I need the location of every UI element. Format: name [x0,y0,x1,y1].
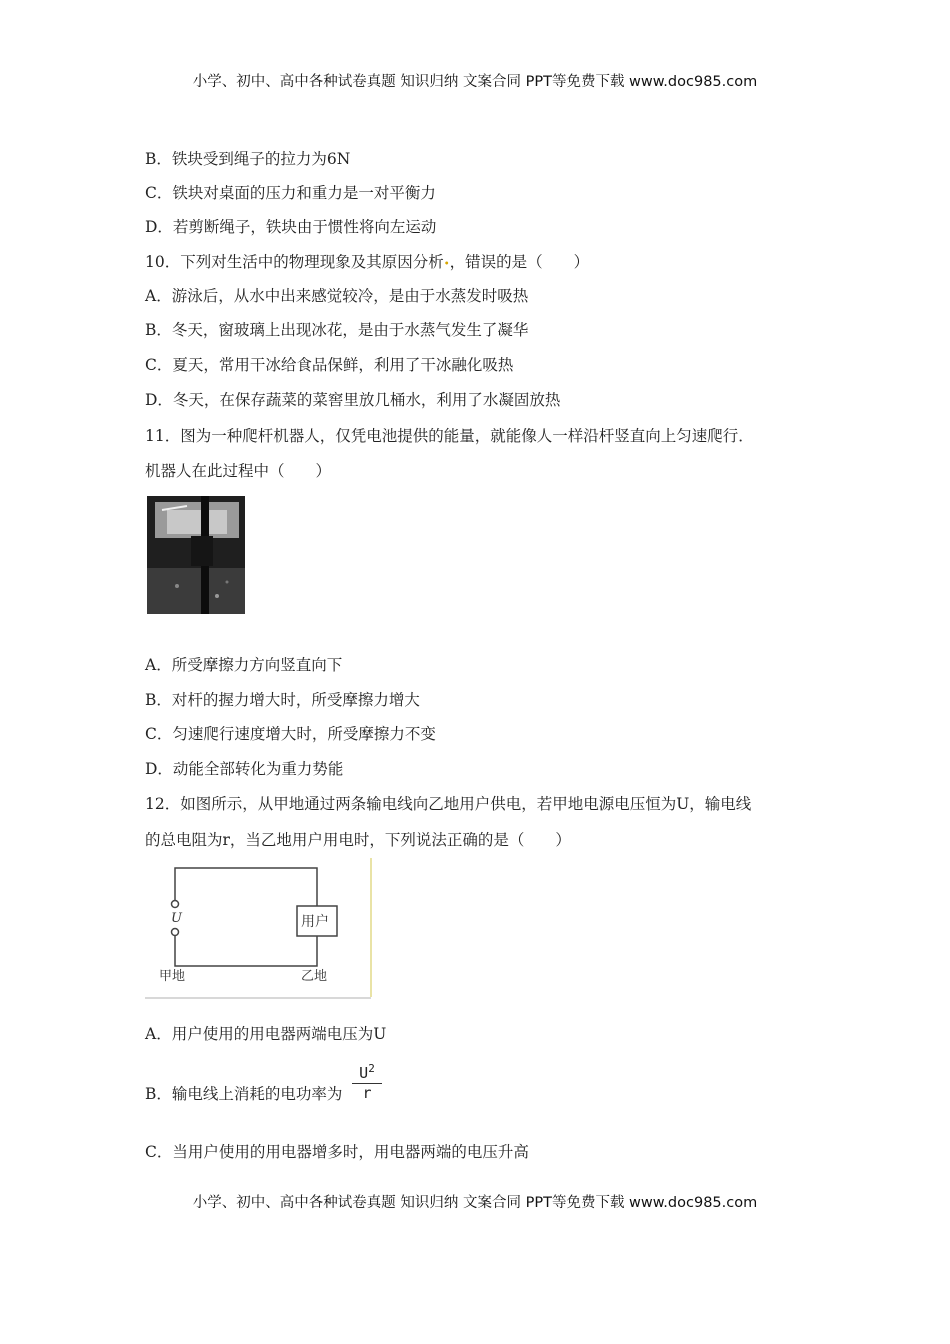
robot-photo [147,496,245,614]
q12-option-a: A．用户使用的用电器两端电压为U [145,1025,387,1043]
left-location-label: 甲地 [159,969,186,984]
load-label: 用户 [301,914,329,930]
q11-stem-line2: 机器人在此过程中（ ） [145,462,332,480]
power-fraction [352,1062,382,1102]
q9-option-d: D．若剪断绳子，铁块由于惯性将向左运动 [145,218,437,236]
q11-option-a: A．所受摩擦力方向竖直向下 [145,656,343,674]
q10-stem-part2: ，错误的是（ ） [449,253,590,271]
page-footer: 小学、初中、高中各种试卷真题 知识归纳 文案合同 PPT等免费下载 www.doc985.com [192,1195,758,1211]
q10-stem [145,250,589,272]
q11-option-c: C．匀速爬行速度增大时，所受摩擦力不变 [145,725,436,743]
dot-mark: • [443,259,450,270]
q10-stem-part1: 10．下列对生活中的物理现象及其原因分析 [145,253,444,271]
q12-option-b: B．输电线上消耗的电功率为 [145,1085,343,1103]
numerator-exponent: 2 [368,1062,375,1075]
q12-stem-line2: 的总电阻为r，当乙地用户用电时，下列说法正确的是（ ） [145,831,571,849]
q10-option-b: B．冬天，窗玻璃上出现冰花，是由于水蒸气发生了凝华 [145,321,529,339]
q10-option-a: A．游泳后，从水中出来感觉较冷，是由于水蒸发时吸热 [145,287,529,305]
q12-stem-line1: 12．如图所示，从甲地通过两条输电线向乙地用户供电，若甲地电源电压恒为U，输电线 [145,795,752,813]
fraction-denominator: r [362,1084,372,1102]
page-header: 小学、初中、高中各种试卷真题 知识归纳 文案合同 PPT等免费下载 www.doc985.com [192,74,758,90]
q10-option-c: C．夏天，常用干冰给食品保鲜，利用了干冰融化吸热 [145,356,514,374]
numerator-symbol: U [359,1064,369,1082]
q9-option-b: B．铁块受到绳子的拉力为6N [145,150,351,168]
circuit-diagram [145,856,375,1005]
q12-option-c: C．当用户使用的用电器增多时，用电器两端的电压升高 [145,1143,529,1161]
source-voltage-label: U [171,911,182,926]
q11-option-b: B．对杆的握力增大时，所受摩擦力增大 [145,691,420,709]
right-location-label: 乙地 [301,969,328,984]
q11-stem-line1: 11．图为一种爬杆机器人，仅凭电池提供的能量，就能像人一样沿杆竖直向上匀速爬行． [145,427,754,445]
fraction-numerator [352,1062,382,1084]
q9-option-c: C．铁块对桌面的压力和重力是一对平衡力 [145,184,436,202]
q11-option-d: D．动能全部转化为重力势能 [145,760,344,778]
q10-option-d: D．冬天，在保存蔬菜的菜窖里放几桶水，利用了水凝固放热 [145,391,561,409]
